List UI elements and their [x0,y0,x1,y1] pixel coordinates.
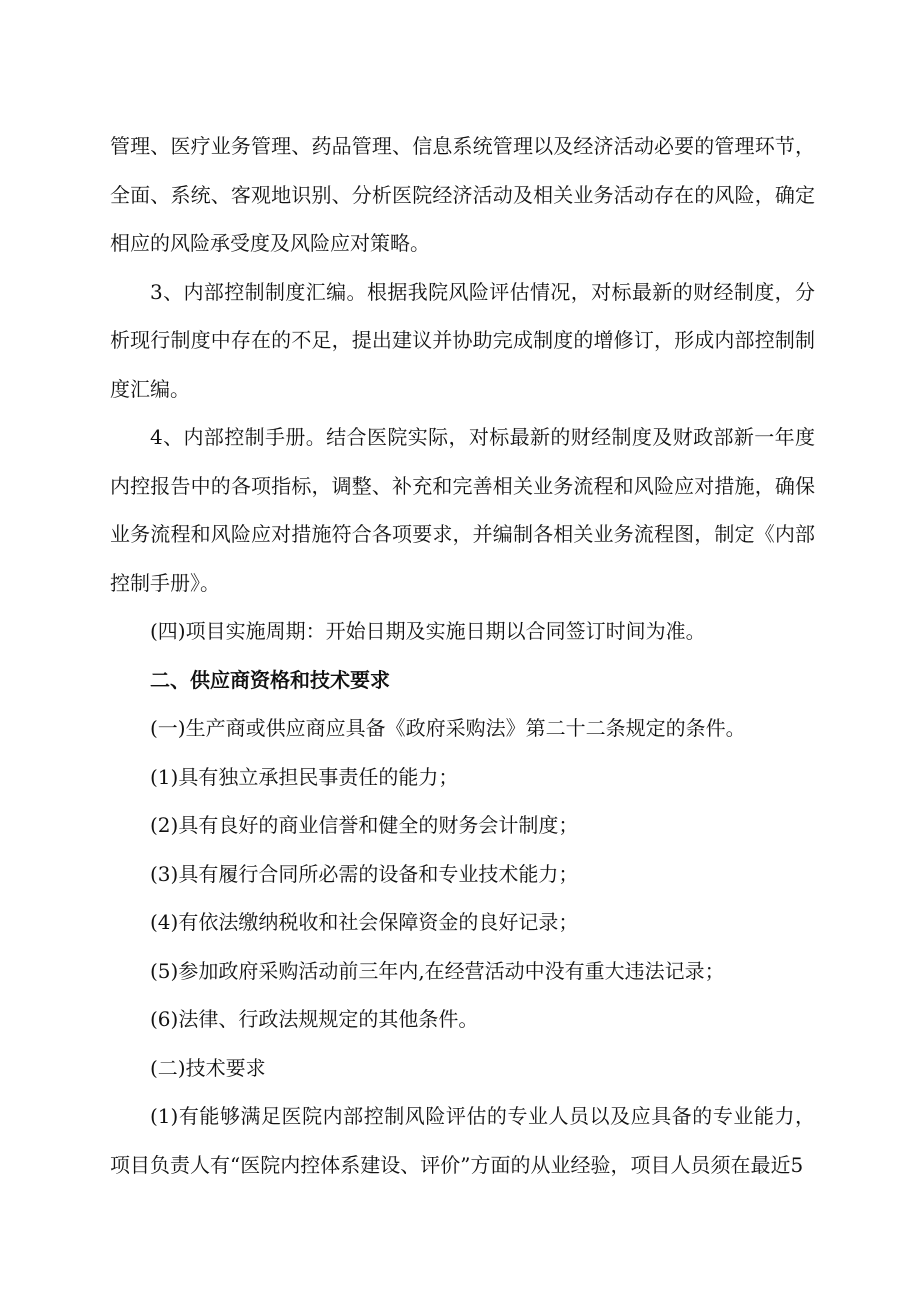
section-heading: 二、供应商资格和技术要求 [150,667,390,692]
paragraph-subsection-2: (二)技术要求 [150,1055,266,1080]
list-item: (6)法律、行政法规规定的其他条件。 [150,1007,479,1031]
list-item: (4)有依法缴纳税收和社会保障资金的良好记录； [150,910,579,934]
list-item: (1)具有独立承担民事责任的能力； [150,764,459,789]
paragraph-continuation: 管理、医疗业务管理、药品管理、信息系统管理以及经济活动必要的管理环节，全面、系统、客观地识别、分析医院经济活动及相关业务活动存在的风险，确定相应的风险承受度及风险应对策略。 [110,134,815,255]
paragraph-item-3: 3、内部控制制度汇编。根据我院风险评估情况，对标最新的财经制度，分析现行制度中存在的不足，提出建议并协助完成制度的增修订，形成内部控制制度汇编。 [110,279,815,401]
list-item: (2)具有良好的商业信誉和健全的财务会计制度； [150,813,579,837]
document-body [110,122,815,1189]
list-item: (5)参加政府采购活动前三年内,在经营活动中没有重大违法记录； [150,958,725,983]
paragraph-tech-requirement-1: (1)有能够满足医院内部控制风险评估的专业人员以及应具备的专业能力，项目负责人有“医院内控体系建设、评价”方面的从业经验，项目人员须在最近5 [110,1104,815,1177]
paragraph-item-4: 4、内部控制手册。结合医院实际，对标最新的财经制度及财政部新一年度内控报告中的各项指标，调整、补充和完善相关业务流程和风险应对措施，确保业务流程和风险应对措施符合各项要求，并编制各相关业务流程图，制定《内部控制手册》。 [110,425,815,595]
paragraph-subsection-1: (一)生产商或供应商应具备《政府采购法》第二十二条规定的条件。 [150,716,746,740]
paragraph-implementation-period: (四)项目实施周期：开始日期及实施日期以合同签订时间为准。 [150,619,706,643]
list-item: (3)具有履行合同所必需的设备和专业技术能力； [150,861,579,886]
